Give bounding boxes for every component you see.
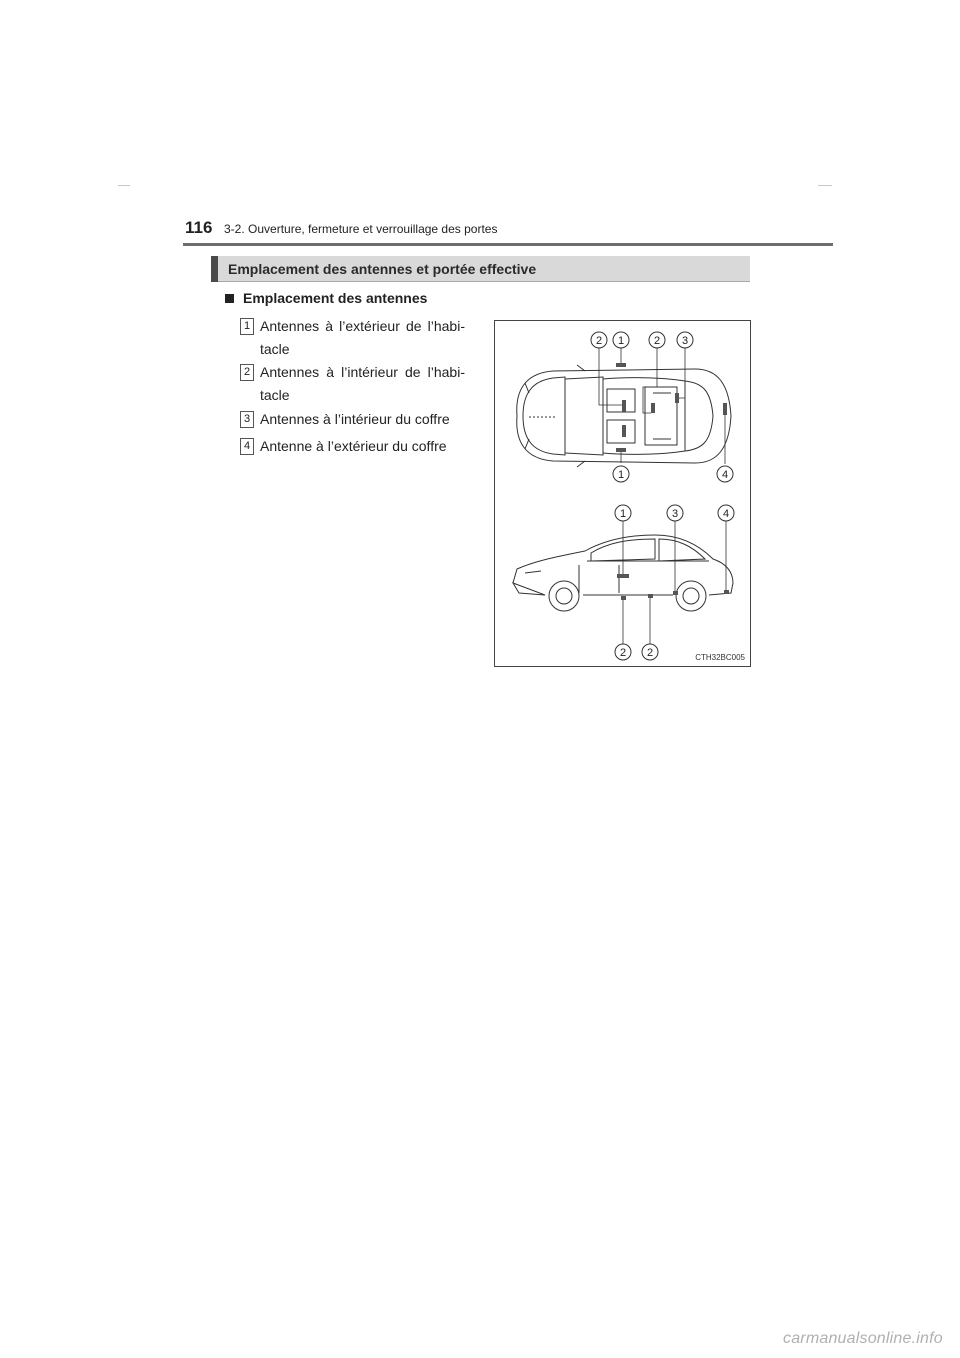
item-text: Antennes à l’extérieur de l’habi-tacle [260, 318, 465, 357]
subheading-text: Emplacement des antennes [243, 290, 428, 306]
band-title: Emplacement des antennes et portée effective [228, 261, 537, 277]
section-band [211, 256, 750, 282]
car-top-view [517, 332, 733, 482]
crop-mark-left [118, 185, 130, 186]
callout-label: 3 [671, 508, 679, 520]
car-side-view [513, 505, 734, 660]
callout-label: 2 [646, 647, 654, 659]
figure-code: CTH32BC005 [695, 653, 745, 662]
item-number: 3 [240, 411, 254, 428]
list-item [240, 408, 465, 431]
section-title: 3-2. Ouverture, fermeture et verrouillage des portes [224, 222, 498, 236]
subheading [225, 290, 427, 306]
antenna-figure [494, 320, 751, 667]
item-text: Antenne à l’extérieur du coffre [260, 438, 447, 454]
list-item [240, 435, 465, 458]
band-marker [211, 256, 218, 282]
crop-mark-right [818, 185, 832, 186]
square-bullet-icon [225, 294, 234, 303]
item-text: Antennes à l’intérieur du coffre [260, 411, 450, 427]
callout-label: 4 [722, 508, 730, 520]
item-text: Antennes à l’intérieur de l’habi-tacle [260, 364, 465, 403]
list-item [240, 315, 465, 361]
callout-label: 1 [617, 469, 625, 481]
item-number: 4 [240, 438, 254, 455]
callout-label: 3 [681, 335, 689, 347]
callout-label: 1 [619, 508, 627, 520]
callout-label: 2 [619, 647, 627, 659]
watermark: carmanualsonline.info [783, 1330, 943, 1347]
car-diagram [495, 321, 752, 668]
page-number: 116 [185, 218, 213, 237]
header-rule [183, 243, 833, 246]
list-item [240, 361, 465, 407]
callout-label: 4 [721, 469, 729, 481]
item-number: 1 [240, 318, 254, 335]
callout-label: 1 [617, 335, 625, 347]
callout-label: 2 [653, 335, 661, 347]
item-number: 2 [240, 364, 254, 381]
callout-label: 2 [595, 335, 603, 347]
